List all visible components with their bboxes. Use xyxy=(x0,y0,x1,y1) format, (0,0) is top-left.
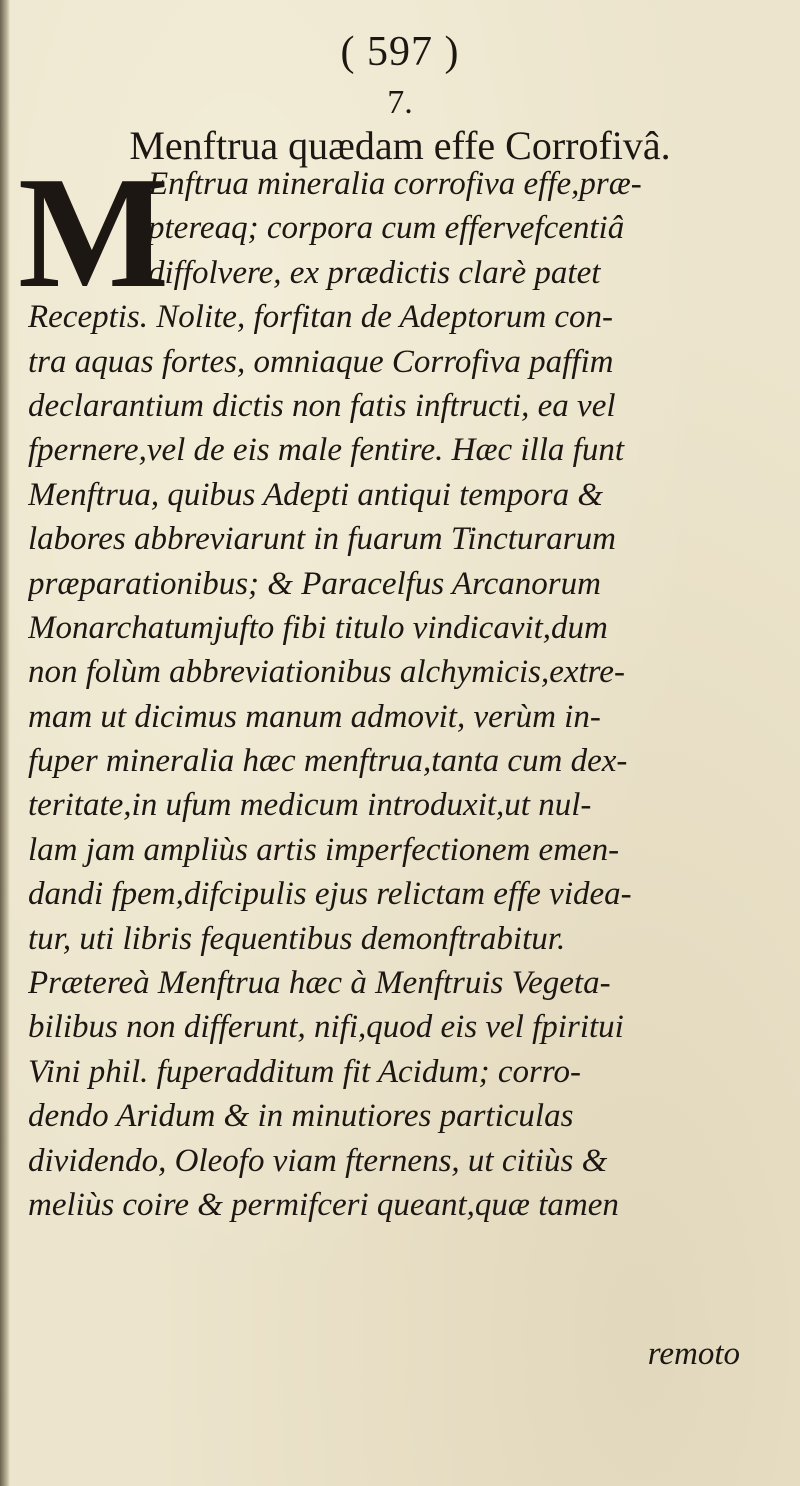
page-number: ( 597 ) xyxy=(340,29,460,75)
catchword: remoto xyxy=(647,1336,740,1372)
text-line: mam ut dicimus manum admovit, verùm in- xyxy=(28,698,601,735)
text-line: meliùs coire & permifceri queant,quæ tamen xyxy=(28,1186,619,1223)
text-line: tur, uti libris fequentibus demonftrabitur. xyxy=(28,920,566,957)
chapter-title: Menftrua quædam effe Corrofivâ. xyxy=(129,123,671,168)
text-line: Monarchatumjufto fibi titulo vindicavit,dum xyxy=(28,609,608,646)
binding-gutter xyxy=(0,0,10,1486)
text-line: Menftrua, quibus Adepti antiqui tempora & xyxy=(28,476,604,513)
text-line: fpernere,vel de eis male fentire. Hæc illa funt xyxy=(28,432,624,469)
text-line: tra aquas fortes, omniaque Corrofiva paffim xyxy=(28,343,614,380)
text-line: dandi fpem,difcipulis ejus relictam effe videa- xyxy=(28,876,632,913)
text-line: labores abbreviarunt in fuarum Tincturarum xyxy=(28,521,616,558)
text-line: bilibus non differunt, nifi,quod eis vel fpiritui xyxy=(28,1009,624,1046)
text-line: declarantium dictis non fatis inftructi, ea vel xyxy=(28,387,616,424)
text-line: ptereaq; corpora cum effervefcentiâ xyxy=(148,210,625,247)
text-line: fuper mineralia hæc menftrua,tanta cum dex- xyxy=(28,743,628,780)
text-line: Prætereà Menftrua hæc à Menftruis Vegeta- xyxy=(28,965,611,1002)
text-line: Vini phil. fuperadditum fit Acidum; corro- xyxy=(28,1053,582,1090)
text-line: dividendo, Oleofo viam fternens, ut citiùs & xyxy=(28,1142,608,1179)
drop-cap: M xyxy=(18,143,166,321)
text-line: Enftrua mineralia corrofiva effe,præ- xyxy=(148,166,642,202)
text-line: lam jam ampliùs artis imperfectionem emen- xyxy=(28,831,620,868)
text-line: præparationibus; & Paracelfus Arcanorum xyxy=(28,565,601,602)
text-line: teritate,in ufum medicum introduxit,ut nul- xyxy=(28,787,592,824)
text-line: non folùm abbreviationibus alchymicis,extre- xyxy=(28,654,625,691)
body-text xyxy=(28,162,768,1227)
text-line: dendo Aridum & in minutiores particulas xyxy=(28,1098,574,1135)
text-line: diffolvere, ex prædictis clarè patet xyxy=(148,254,601,291)
text-line: Receptis. Nolite, forfitan de Adeptorum con- xyxy=(28,299,614,336)
section-number: 7. xyxy=(387,84,413,121)
